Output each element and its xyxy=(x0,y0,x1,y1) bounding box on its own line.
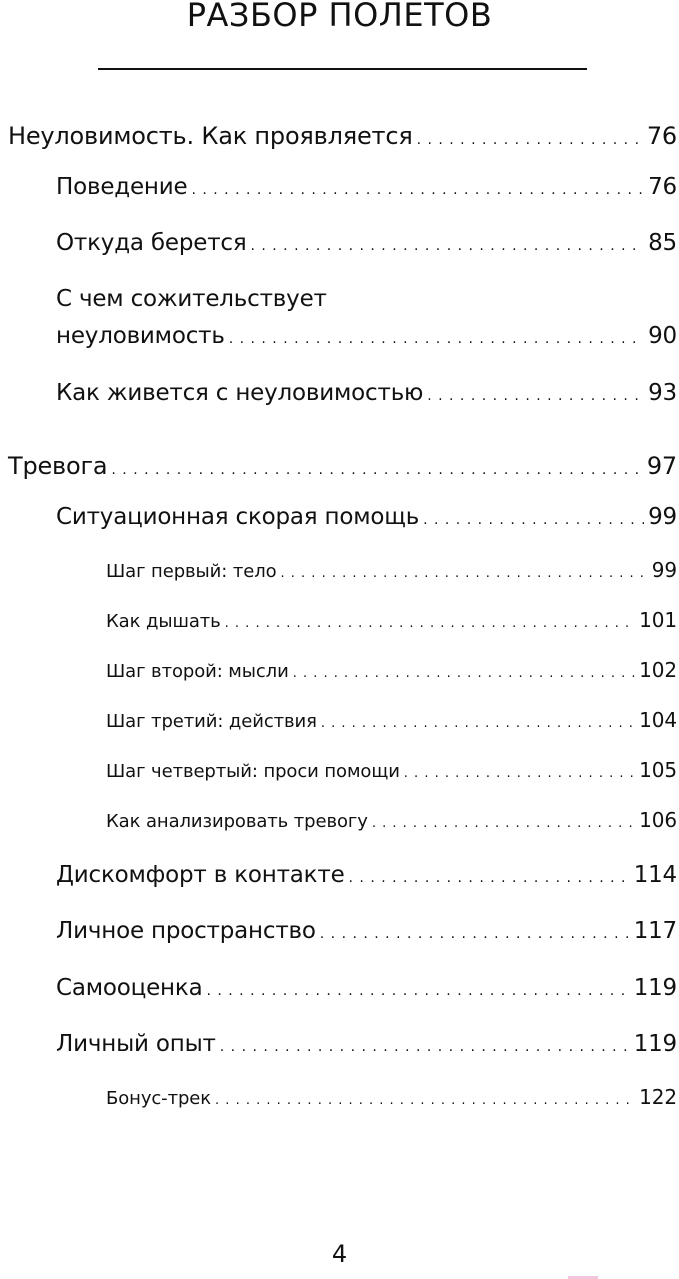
toc-entry-label: Бонус-трек xyxy=(106,1088,212,1109)
toc-page-number: 90 xyxy=(648,323,677,349)
toc-page-number: 76 xyxy=(646,122,677,150)
toc-entry-povedenie[interactable] xyxy=(56,174,677,200)
toc-entry-lichnoe-prostranstvo[interactable] xyxy=(56,918,677,944)
toc-entry-otkuda-beretsya[interactable] xyxy=(56,230,677,256)
dot-leader xyxy=(229,331,644,347)
title-underline xyxy=(98,68,587,70)
toc-page-number: 102 xyxy=(639,658,677,682)
dot-leader xyxy=(281,566,648,581)
toc-entry-label: Ситуационная скорая помощь xyxy=(56,504,420,530)
toc-entry-label: Шаг четвертый: проси помощи xyxy=(106,761,400,782)
toc-entry-diskomfort[interactable] xyxy=(56,862,677,888)
toc-page-number: 93 xyxy=(648,380,677,406)
toc-page-number: 122 xyxy=(639,1085,677,1109)
dot-leader xyxy=(417,132,643,148)
dot-leader xyxy=(372,816,635,831)
toc-page-number: 105 xyxy=(639,758,677,782)
toc-page-number: 117 xyxy=(633,918,677,944)
dot-leader xyxy=(404,766,635,781)
dot-leader xyxy=(111,462,642,478)
toc-page-number: 99 xyxy=(651,558,677,582)
toc-entry-label: неуловимость xyxy=(56,323,225,349)
toc-entry-label: Личное пространство xyxy=(56,918,316,944)
toc-entry-neulovimost[interactable] xyxy=(8,122,677,150)
toc-entry-label: Шаг третий: действия xyxy=(106,711,317,732)
toc-page-number: 104 xyxy=(639,708,677,732)
toc-page-number: 101 xyxy=(639,608,677,632)
toc-entry-lichnyi-opyt[interactable] xyxy=(56,1031,677,1057)
dot-leader xyxy=(423,512,644,528)
toc-entry-label: Как дышать xyxy=(106,611,221,632)
toc-entry-label: Поведение xyxy=(56,174,188,200)
toc-entry-s-chem-sozhitelstvuet[interactable] xyxy=(56,323,677,349)
dot-leader xyxy=(427,388,644,404)
toc-page-number: 106 xyxy=(639,808,677,832)
toc-page-number: 99 xyxy=(648,504,677,530)
toc-entry-label: Как живется с неуловимостью xyxy=(56,380,424,406)
dot-leader xyxy=(349,870,630,886)
page-number: 4 xyxy=(331,1240,348,1268)
toc-entry-label: Неуловимость. Как проявляется xyxy=(8,122,413,150)
toc-entry-bonus-trek[interactable] xyxy=(106,1085,677,1109)
dot-leader xyxy=(321,716,635,731)
dot-leader xyxy=(293,666,635,681)
toc-entry-situacionnaya-pomosch[interactable] xyxy=(56,504,677,530)
page-title: РАЗБОР ПОЛЕТОВ xyxy=(186,0,493,34)
toc-entry-shag-chetvertyi[interactable] xyxy=(106,758,677,782)
toc-entry-label: Тревога xyxy=(8,452,108,480)
toc-entry-kak-analizirovat[interactable] xyxy=(106,808,677,832)
toc-entry-label: Шаг второй: мысли xyxy=(106,661,289,682)
toc-page-number: 85 xyxy=(648,230,677,256)
dot-leader xyxy=(191,182,644,198)
toc-entry-label: Самооценка xyxy=(56,975,203,1001)
toc-entry-samoocenka[interactable] xyxy=(56,975,677,1001)
dot-leader xyxy=(320,926,630,942)
toc-entry-label: Шаг первый: тело xyxy=(106,561,277,582)
toc-entry-kak-dyshat[interactable] xyxy=(106,608,677,632)
toc-page-number: 114 xyxy=(633,862,677,888)
dot-leader xyxy=(250,238,644,254)
toc-entry-kak-zhivetsya[interactable] xyxy=(56,380,677,406)
toc-page-number: 97 xyxy=(646,452,677,480)
toc-page-number: 76 xyxy=(648,174,677,200)
dot-leader xyxy=(220,1039,630,1055)
toc-entry-label: Откуда берется xyxy=(56,230,247,256)
toc-entry-label: Дискомфорт в контакте xyxy=(56,862,345,888)
toc-page-number: 119 xyxy=(633,975,677,1001)
toc-entry-shag-tretii[interactable] xyxy=(106,708,677,732)
dot-leader xyxy=(225,616,635,631)
toc-entry-trevoga[interactable] xyxy=(8,452,677,480)
toc-entry-label: Как анализировать тревогу xyxy=(106,811,368,832)
dot-leader xyxy=(215,1093,635,1108)
toc-entry-label-line1: С чем сожительствует xyxy=(56,286,327,312)
toc-entry-shag-vtoroi[interactable] xyxy=(106,658,677,682)
dot-leader xyxy=(206,983,629,999)
toc-entry-label: Личный опыт xyxy=(56,1031,216,1057)
toc-entry-shag-pervyi[interactable] xyxy=(106,558,677,582)
toc-page-number: 119 xyxy=(633,1031,677,1057)
